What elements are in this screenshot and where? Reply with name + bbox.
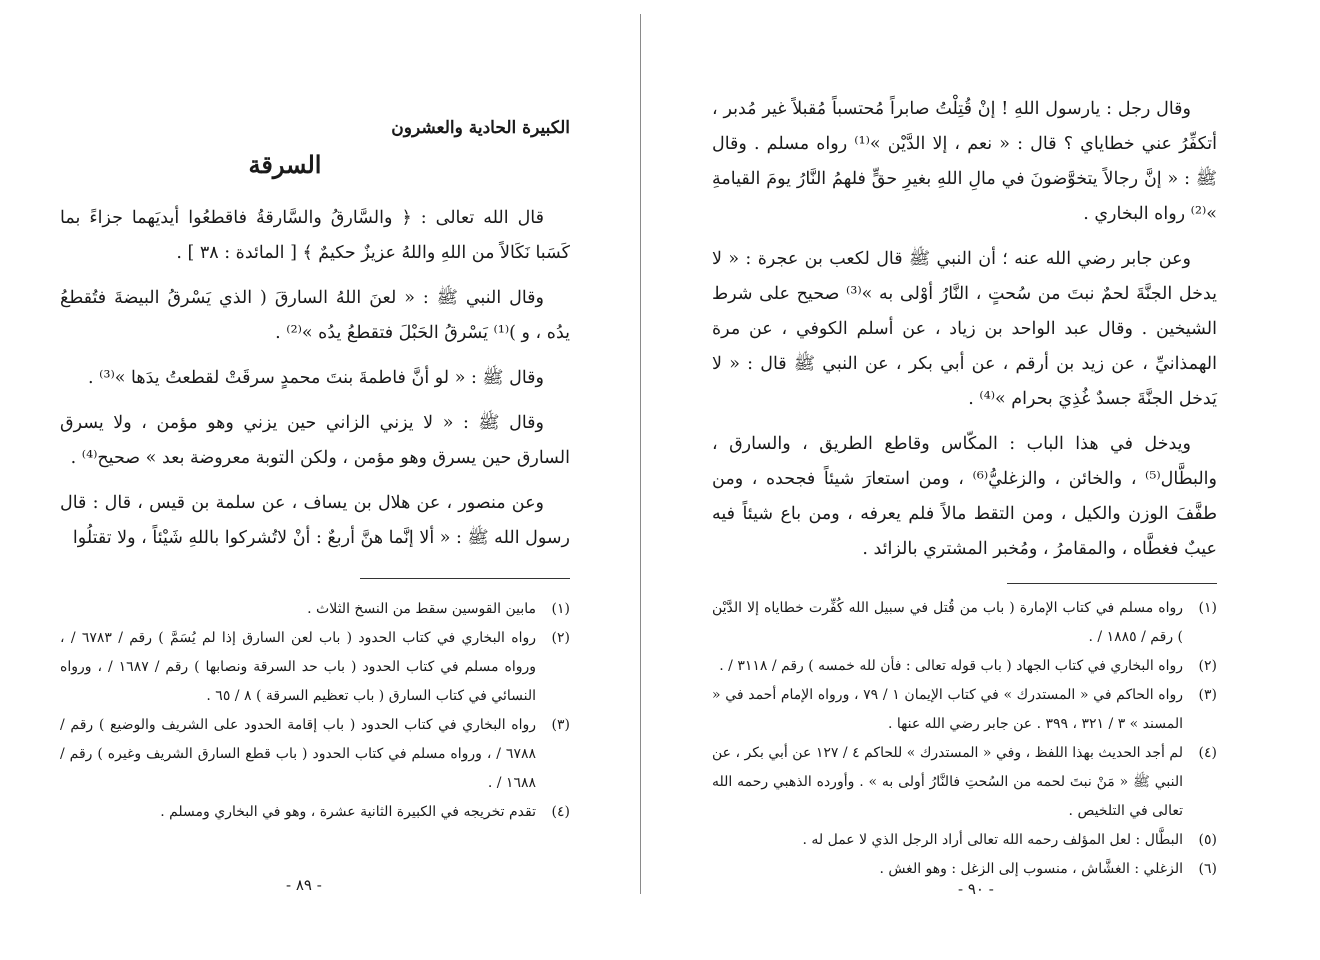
footnote-text: رواه مسلم في كتاب الإمارة ( باب من قُتل في سبيل الله كُفِّرت خطاياه إلا الدَّيْن ) رقم / ١٨٨٥ / .	[712, 600, 1183, 645]
footnote-number: (٢)	[1198, 658, 1217, 674]
section-title: السرقة	[248, 150, 322, 179]
page-number-right: - ٩٠ -	[958, 880, 994, 898]
paragraph: وقال رجل : يارسول اللهِ ! إنْ قُتِلْتُ صابراً مُحتسباً مُقبلاً غير مُدبر ، أتكفِّرُ عني خطاياي ؟ قال : « نعم ، إلا الدَّيْن »⁽¹⁾ رواه مسلم . وقال ﷺ : « إنَّ رجالاً يتخوَّضونَ في مالِ اللهِ بغيرِ حقٍّ فلهمُ النَّارُ يومَ القيامةِ »⁽²⁾ رواه البخاري .	[712, 99, 1217, 224]
footnote-text: البطَّال : لعل المؤلف رحمه الله تعالى أراد الرجل الذي لا عمل له .	[802, 832, 1183, 848]
footnote-number: (٥)	[1198, 832, 1217, 848]
page-gutter-divider	[640, 14, 641, 894]
page-number-left: - ٨٩ -	[286, 876, 322, 894]
paragraph: ويدخل في هذا الباب : المكّاس وقاطع الطريق ، والسارق ، والبطَّال⁽⁵⁾ ، والخائن ، والزغليُّ⁽⁶⁾ ، ومن استعارَ شيئاً فجحده ، ومن طفَّفَ الوزن والكيل ، ومن التقط مالاً فلم يعرفه ، ومن باع شيئاً فيه عيبٌ فغطَّاه ، والمقامرُ ، ومُخبر المشتري بالزائد .	[712, 434, 1217, 559]
footnote	[712, 739, 1217, 826]
footnote-separator	[360, 578, 570, 579]
footnote	[60, 595, 570, 624]
footnote-text: الزغلي : الغشَّاش ، منسوب إلى الزغل : وهو الغش .	[879, 861, 1183, 877]
footnote-number: (٣)	[551, 717, 570, 733]
footnote-number: (٣)	[1198, 687, 1217, 703]
footnote-number: (١)	[551, 601, 570, 617]
paragraph: وقال ﷺ : « لو أنَّ فاطمةَ بنتَ محمدٍ سرقَتْ لقطعتُ يدَها »⁽³⁾ .	[88, 368, 544, 388]
footnote-number: (٤)	[1198, 745, 1217, 761]
footnote	[712, 826, 1217, 855]
paragraph: وقال ﷺ : « لا يزني الزاني حين يزني وهو مؤمن ، ولا يسرق السارق حين يسرق وهو مؤمن ، ولكن التوبة معروضة بعد » صحيح⁽⁴⁾ .	[60, 413, 570, 468]
footnote-number: (٤)	[551, 804, 570, 820]
footnote	[60, 798, 570, 827]
paragraph: قال الله تعالى : ﴿ والسَّارقُ والسَّارقةُ فاقطعُوا أيديَهما جزاءً بما كَسَبا نَكَالاً من اللهِ واللهُ عزيزٌ حكيمٌ ﴾ [ المائدة : ٣٨ ] .	[60, 208, 570, 263]
chapter-heading: الكبيرة الحادية والعشرون	[391, 118, 570, 138]
footnote	[712, 594, 1217, 652]
footnote-text: تقدم تخريجه في الكبيرة الثانية عشرة ، وهو في البخاري ومسلم .	[160, 804, 536, 820]
footnote	[60, 711, 570, 798]
footnote-text: رواه البخاري في كتاب الجهاد ( باب قوله تعالى : فأن لله خمسه ) رقم / ٣١١٨ / .	[719, 658, 1183, 674]
footnote-text: لم أجد الحديث بهذا اللفظ ، وفي « المستدرك » للحاكم ٤ / ١٢٧ عن أبي بكر ، عن النبي ﷺ « مَنْ نبتَ لحمه من السُحتِ فالنَّارُ أولى به » . وأورده الذهبي رحمه الله تعالى في التلخيص .	[712, 745, 1183, 819]
left-page	[60, 100, 570, 827]
footnote-text: رواه البخاري في كتاب الحدود ( باب لعن السارق إذا لم يُسَمَّ ) رقم / ٦٧٨٣ / ، ورواه مسلم في كتاب الحدود ( باب حد السرقة ونصابها ) رقم / ١٦٨٧ / ، ورواه النسائي في كتاب السارق ( باب تعظيم السرقة ) ٨ / ٦٥ .	[60, 630, 536, 704]
footnote	[712, 681, 1217, 739]
paragraph: وقال النبي ﷺ : « لعنَ اللهُ السارقَ ( الذي يَسْرقُ البيضةَ فتُقطعُ يدُه ، و )⁽¹⁾ يَسْرقُ الحَبْلَ فتقطعُ يدُه »⁽²⁾ .	[60, 288, 570, 343]
footnote-number: (١)	[1198, 600, 1217, 616]
footnote-number: (٦)	[1198, 861, 1217, 877]
footnote-text: رواه الحاكم في « المستدرك » في كتاب الإيمان ١ / ٧٩ ، ورواه الإمام أحمد في « المسند » ٣ / ٣٢١ ، ٣٩٩ . عن جابر رضي الله عنها .	[712, 687, 1184, 732]
paragraph: وعن جابر رضي الله عنه ؛ أن النبي ﷺ قال لكعب بن عجرة : « لا يدخل الجنَّةَ لحمٌ نبتَ من سُحتٍ ، النَّارُ أوْلى به »⁽³⁾ صحيح على شرط الشيخين . وقال عبد الواحد بن زياد ، عن أسلم الكوفي ، عن مرة الهمذانيِّ ، عن زيد بن أرقم ، عن أبي بكر ، عن النبي ﷺ قال : « لا يَدخل الجنَّةَ جسدٌ غُذِيَ بحرام »⁽⁴⁾ .	[712, 249, 1217, 409]
footnote-text: مابين القوسين سقط من النسخ الثلاث .	[307, 601, 536, 617]
footnote-text: رواه البخاري في كتاب الحدود ( باب إقامة الحدود على الشريف والوضيع ) رقم / ٦٧٨٨ / ، ورواه مسلم في كتاب الحدود ( باب قطع السارق الشريف وغيره ) رقم / ١٦٨٨ / .	[60, 717, 536, 791]
footnote	[60, 624, 570, 711]
paragraph: وعن منصور ، عن هلال بن يساف ، عن سلمة بن قيس ، قال : قال رسول الله ﷺ : « ألا إنَّما هنَّ أربعٌ : أنْ لاتُشركوا باللهِ شَيْئاً ، ولا تقتلُوا	[60, 493, 570, 548]
footnote-number: (٢)	[551, 630, 570, 646]
footnote	[712, 652, 1217, 681]
right-page	[712, 92, 1217, 884]
footnote-separator	[1007, 583, 1217, 584]
